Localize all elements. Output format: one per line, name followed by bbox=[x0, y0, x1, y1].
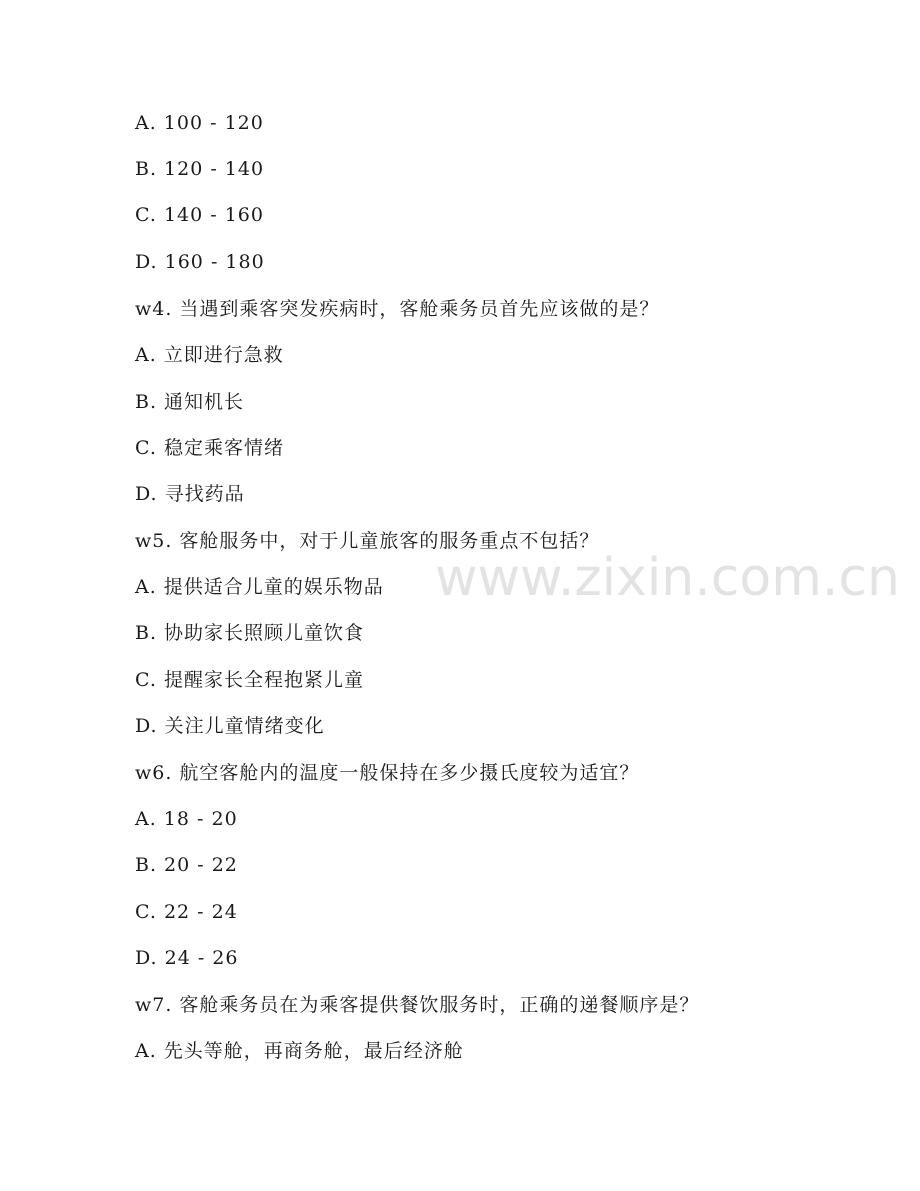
q5-option-b: B. 协助家长照顾儿童饮食 bbox=[135, 622, 365, 644]
q4-option-c: C. 稳定乘客情绪 bbox=[135, 437, 284, 459]
q4-option-b: B. 通知机长 bbox=[135, 391, 245, 413]
q4-option-a: A. 立即进行急救 bbox=[135, 344, 284, 366]
q6-option-a: A. 18 - 20 bbox=[135, 808, 238, 830]
question-w5: w5. 客舱服务中，对于儿童旅客的服务重点不包括？ bbox=[135, 530, 600, 552]
q3-option-c: C. 140 - 160 bbox=[135, 204, 264, 226]
q3-option-d: D. 160 - 180 bbox=[135, 251, 265, 273]
q5-option-a: A. 提供适合儿童的娱乐物品 bbox=[135, 576, 384, 598]
question-w6: w6. 航空客舱内的温度一般保持在多少摄氏度较为适宜？ bbox=[135, 762, 640, 784]
q7-option-a: A. 先头等舱，再商务舱，最后经济舱 bbox=[135, 1040, 464, 1062]
question-w4: w4. 当遇到乘客突发疾病时，客舱乘务员首先应该做的是？ bbox=[135, 298, 660, 320]
q3-option-a: A. 100 - 120 bbox=[135, 112, 264, 134]
q5-option-d: D. 关注儿童情绪变化 bbox=[135, 715, 325, 737]
q5-option-c: C. 提醒家长全程抱紧儿童 bbox=[135, 669, 364, 691]
question-w7: w7. 客舱乘务员在为乘客提供餐饮服务时，正确的递餐顺序是？ bbox=[135, 994, 700, 1016]
q4-option-d: D. 寻找药品 bbox=[135, 483, 245, 505]
q6-option-b: B. 20 - 22 bbox=[135, 854, 238, 876]
q6-option-c: C. 22 - 24 bbox=[135, 901, 238, 923]
q3-option-b: B. 120 - 140 bbox=[135, 158, 265, 180]
q6-option-d: D. 24 - 26 bbox=[135, 947, 239, 969]
watermark: www.zixin.com.cn bbox=[435, 548, 900, 608]
